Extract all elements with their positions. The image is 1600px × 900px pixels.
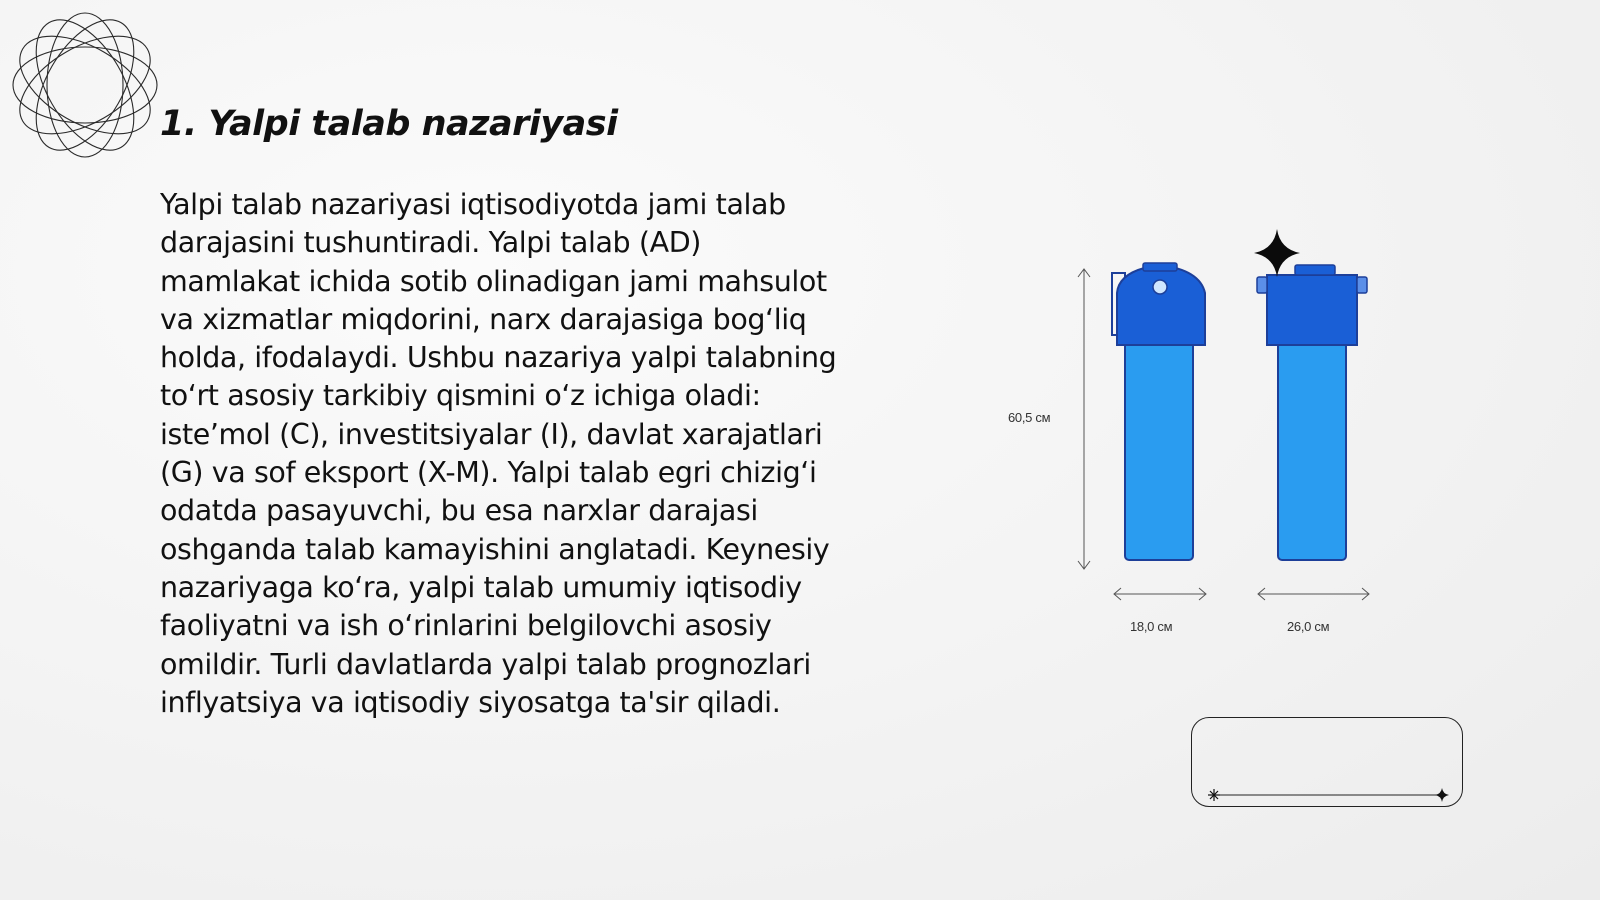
crosshair-star-icon [1435, 788, 1449, 802]
filter-housing-left [1112, 263, 1205, 560]
width-label-right: 26,0 см [1287, 619, 1330, 634]
sunburst-icon [1208, 789, 1220, 801]
height-dimension-arrow [1078, 269, 1090, 569]
circle-rosette-icon [10, 10, 160, 160]
water-filter-image [995, 225, 1395, 645]
width-dimension-arrow-left [1114, 588, 1206, 600]
width-dimension-arrow-right [1258, 588, 1369, 600]
four-point-star-icon [1254, 229, 1300, 277]
width-label-left: 18,0 см [1130, 619, 1173, 634]
progress-track [1202, 788, 1452, 802]
filter-housing-right [1257, 265, 1367, 560]
slide-title: 1. Yalpi talab nazariyasi [160, 104, 618, 144]
height-label: 60,5 см [1008, 410, 1051, 425]
decorative-progress-box [1191, 717, 1463, 807]
slide-body-text: Yalpi talab nazariyasi iqtisodiyotda jami talab darajasini tushuntiradi. Yalpi talab (AD) mamlakat ichida sotib olinadigan jami mahsulot va xizmatlar miqdorini, narx darajasiga bog‘liq holda, ifodalaydi. Ushbu nazariya yalpi talabning to‘rt asosiy tarkibiy qismini o‘z ichiga oladi: iste’mol (C), investitsiyalar (I), davlat xarajatlari (G) va sof eksport (X-M). Yalpi talab egri chizig‘i odatda pasayuvchi, bu esa narxlar darajasi oshganda talab kamayishini anglatadi. Keynesiy nazariyaga ko‘ra, yalpi talab umumiy iqtisodiy faoliyatni va ish o‘rinlarini belgilovchi asosiy omildir. Turli davlatlarda yalpi talab prognozlari inflyatsiya va iqtisodiy siyosatga ta'sir qiladi. [160, 188, 837, 719]
